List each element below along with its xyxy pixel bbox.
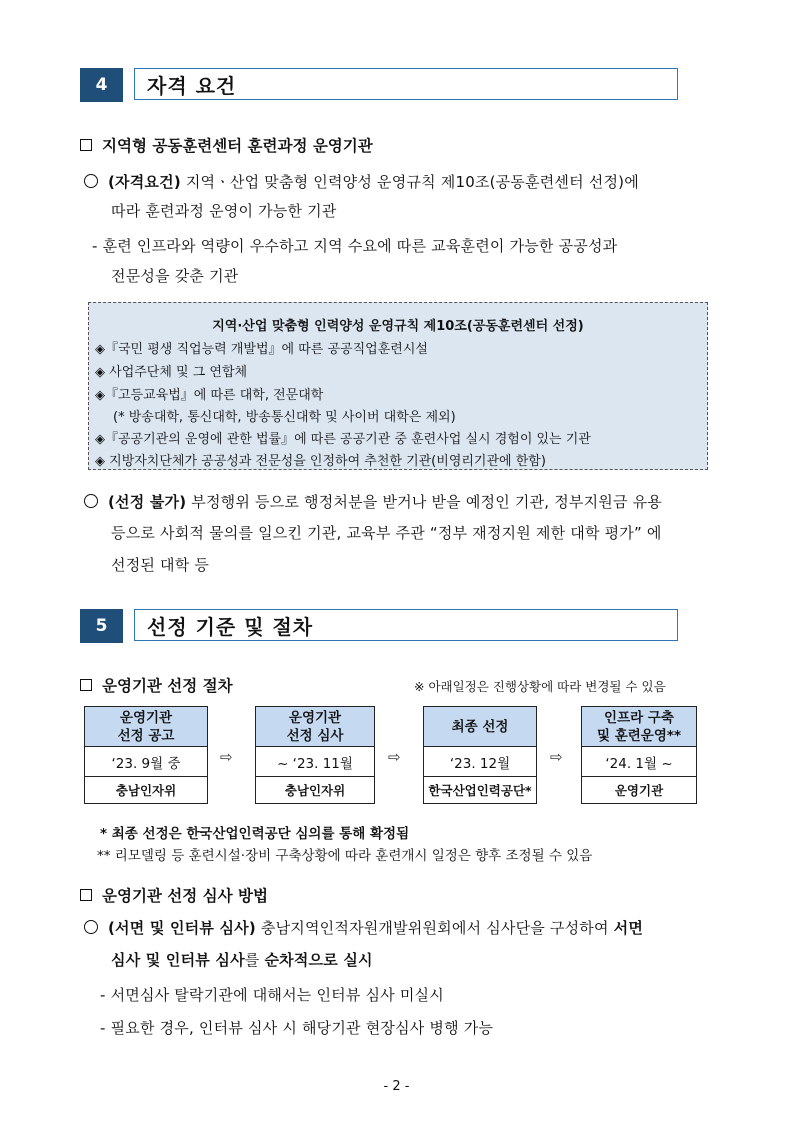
exclusion-line-3: 선정된 대학 등 — [111, 556, 210, 574]
regulation-item-note: (* 방송대학, 통신대학, 방송통신대학 및 사이버 대학은 제외) — [113, 410, 456, 425]
step-1-title: 운영기관 선정 공고 — [84, 706, 208, 747]
regulation-box — [88, 302, 708, 470]
section-number-5: 5 — [80, 609, 123, 643]
qualification-line-1 — [84, 172, 639, 192]
subheading-operator — [80, 134, 373, 156]
method-line-2 — [111, 950, 373, 970]
method-bold: 순차적으로 실시 — [264, 951, 373, 969]
step-arrow-icon: ⇨ — [220, 748, 233, 766]
step-arrow-icon: ⇨ — [550, 748, 563, 766]
regulation-box-title: 지역·산업 맞춤형 인력양성 운영규칙 제10조(공동훈련센터 선정) — [212, 319, 584, 334]
section-number-4: 4 — [80, 68, 123, 102]
exclusion-line-2: 등으로 사회적 물의를 일으킨 기관, 교육부 주관 “정부 재정지원 제한 대학 평가” 에 — [111, 524, 662, 542]
step-2-org: 충남인자위 — [255, 777, 375, 804]
regulation-item: ◈ 사업주단체 및 그 연합체 — [95, 365, 248, 380]
circle-bullet-icon — [84, 494, 98, 508]
method-bold: 심사 및 인터뷰 심사 — [111, 951, 245, 969]
section-title-4: 자격 요건 — [134, 68, 678, 100]
step-arrow-icon: ⇨ — [388, 748, 401, 766]
page-number: - 2 - — [383, 1079, 410, 1094]
schedule-note: ※ 아래일정은 진행상황에 따라 변경될 수 있음 — [414, 679, 666, 694]
step-3-title: 최종 선정 — [423, 706, 537, 747]
subheading-text: 운영기관 선정 절차 — [102, 677, 233, 695]
qualification-line-2: 따라 훈련과정 운영이 가능한 기관 — [111, 202, 337, 220]
subheading-text: 운영기관 선정 심사 방법 — [102, 887, 268, 905]
circle-bullet-icon — [84, 174, 98, 188]
step-1-org: 충남인자위 — [84, 777, 208, 804]
checkbox-square-icon — [80, 679, 92, 691]
regulation-item: ◈『고등교육법』에 따른 대학, 전문대학 — [95, 388, 324, 403]
method-dash-1: - 서면심사 탈락기관에 대해서는 인터뷰 심사 미실시 — [100, 986, 444, 1004]
footnote-1: * 최종 선정은 한국산업인력공단 심의를 통해 확정됨 — [100, 826, 410, 842]
subheading-text: 지역형 공동훈련센터 훈련과정 운영기관 — [102, 137, 373, 155]
step-2-title: 운영기관 선정 심사 — [255, 706, 375, 747]
step-3-org: 한국산업인력공단* — [423, 777, 537, 804]
regulation-item: ◈ 지방자치단체가 공공성과 전문성을 인정하여 추천한 기관(비영리기관에 한함) — [95, 454, 546, 469]
footnote-2: ** 리모델링 등 훈련시설·장비 구축상황에 따라 훈련개시 일정은 향후 조정될 수 있음 — [97, 848, 593, 864]
step-3-date: ‘23. 12월 — [423, 747, 537, 777]
qualification-label: (자격요건) — [108, 173, 181, 191]
subheading-method — [80, 884, 268, 906]
section-title-5: 선정 기준 및 절차 — [134, 609, 678, 641]
step-4-date: ‘24. 1월 ~ — [581, 747, 697, 777]
exclusion-text: 부정행위 등으로 행정처분을 받거나 받을 예정인 기관, 정부지원금 유용 — [186, 493, 662, 511]
dash-line-1: - 훈련 인프라와 역량이 우수하고 지역 수요에 따른 교육훈련이 가능한 공공성과 — [92, 237, 618, 255]
step-4-title: 인프라 구축 및 훈련운영** — [581, 706, 697, 747]
checkbox-square-icon — [80, 889, 92, 901]
circle-bullet-icon — [84, 920, 98, 934]
exclusion-line-1 — [84, 492, 662, 512]
method-label: (서면 및 인터뷰 심사) — [108, 919, 256, 937]
step-4-org: 운영기관 — [581, 777, 697, 804]
method-dash-2: - 필요한 경우, 인터뷰 심사 시 해당기관 현장심사 병행 가능 — [100, 1019, 494, 1037]
subheading-procedure — [80, 674, 233, 696]
dash-line-2: 전문성을 갖춘 기관 — [111, 267, 239, 285]
method-line-1 — [84, 918, 643, 938]
checkbox-square-icon — [80, 139, 92, 151]
step-1-date: ‘23. 9월 중 — [84, 747, 208, 777]
qualification-text: 지역ㆍ산업 맞춤형 인력양성 운영규칙 제10조(공동훈련센터 선정)에 — [180, 173, 639, 191]
regulation-item: ◈『공공기관의 운영에 관한 법률』에 따른 공공기관 중 훈련사업 실시 경험이 있는 기관 — [95, 432, 591, 447]
exclusion-label: (선정 불가) — [108, 493, 187, 511]
method-bold: 서면 — [613, 919, 644, 937]
method-text: 를 — [244, 951, 265, 969]
step-2-date: ~ ‘23. 11월 — [255, 747, 375, 777]
method-text: 충남지역인적자원개발위원회에서 심사단을 구성하여 — [255, 919, 614, 937]
regulation-item: ◈『국민 평생 직업능력 개발법』에 따른 공공직업훈련시설 — [95, 342, 428, 357]
